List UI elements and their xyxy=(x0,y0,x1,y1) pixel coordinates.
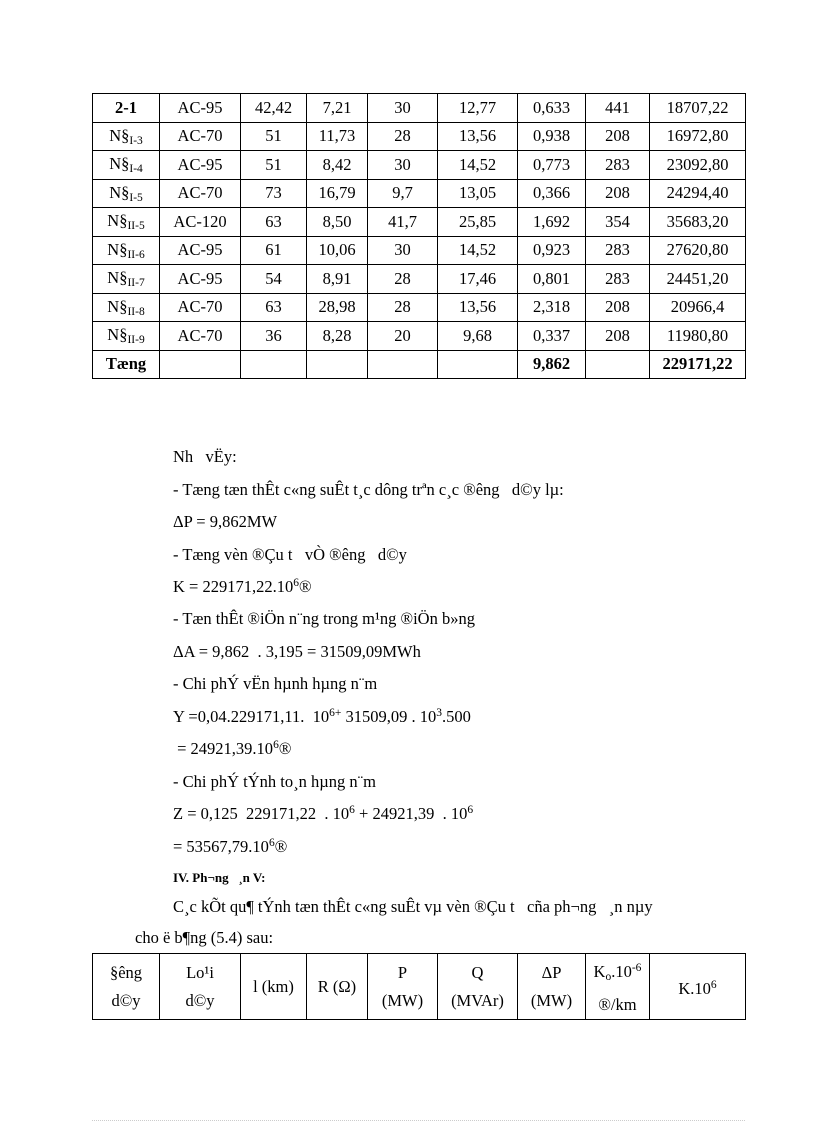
table-cell: 16972,80 xyxy=(650,122,746,151)
text-line: ΔP = 9,862MW xyxy=(173,512,278,531)
line-name-cell: $N\S_{II-9}$ xyxy=(93,322,160,351)
table-row xyxy=(93,265,746,294)
table-row xyxy=(93,236,746,265)
table-cell: 0,938 xyxy=(518,122,586,151)
formula-line: = $53567,79.10^6®$ xyxy=(173,837,288,856)
table-row xyxy=(93,94,746,123)
text-line: - Tæng vèn ®Çu t vÒ ®êng d©y xyxy=(173,545,407,564)
table-cell: 0,773 xyxy=(518,151,586,180)
table-cell: AC-70 xyxy=(160,122,241,151)
table-cell: 9,7 xyxy=(368,179,438,208)
table-cell: 12,77 xyxy=(438,94,518,123)
total-cell xyxy=(307,350,368,379)
text-line: C¸c kÕt qu¶ tÝnh tæn thÊt c«ng suÊt vµ vèn ®Çu t cña ph¬ng ¸n nµy xyxy=(173,897,653,916)
table-row xyxy=(93,151,746,180)
table-cell: AC-95 xyxy=(160,236,241,265)
line-name-cell: 2-1 xyxy=(93,94,160,123)
line-name-cell: $N\S_{II-6}$ xyxy=(93,236,160,265)
total-cell xyxy=(438,350,518,379)
table-cell: 25,85 xyxy=(438,208,518,237)
table-cell: 28 xyxy=(368,265,438,294)
formula-line: ΔA = 9,862 . 3,195 = 31509,09MWh xyxy=(173,642,421,661)
table-cell: 54 xyxy=(241,265,307,294)
formula-line: = $24921,39.10^6®$ xyxy=(173,739,292,758)
table-row xyxy=(93,179,746,208)
table-row xyxy=(93,322,746,351)
line-name-cell: $N\S_{II-8}$ xyxy=(93,293,160,322)
table-cell: 30 xyxy=(368,94,438,123)
table-cell: 63 xyxy=(241,208,307,237)
table-cell: 51 xyxy=(241,151,307,180)
header-cell: $K_o.10^{-6}$ ®/km xyxy=(586,954,650,1020)
line-loss-table xyxy=(92,93,746,379)
table-cell: 283 xyxy=(586,265,650,294)
table-cell: 8,91 xyxy=(307,265,368,294)
table-cell: 28 xyxy=(368,122,438,151)
table-cell: 1,692 xyxy=(518,208,586,237)
line-name-cell: $N\S_{II-7}$ xyxy=(93,265,160,294)
table-cell: 0,633 xyxy=(518,94,586,123)
table-row xyxy=(93,293,746,322)
table-cell: 42,42 xyxy=(241,94,307,123)
table-cell: 13,05 xyxy=(438,179,518,208)
text-line: - Tæng tæn thÊt c«ng suÊt t¸c dông trªn c¸c ®êng d©y lµ: xyxy=(173,480,564,499)
table-cell: 10,06 xyxy=(307,236,368,265)
table-cell: AC-95 xyxy=(160,151,241,180)
table-cell: 0,337 xyxy=(518,322,586,351)
table-cell: 36 xyxy=(241,322,307,351)
line-name-cell: $N\S_{I-4}$ xyxy=(93,151,160,180)
table-cell: 30 xyxy=(368,151,438,180)
option-v-table-header xyxy=(92,953,746,1020)
line-name-cell: $N\S_{II-5}$ xyxy=(93,208,160,237)
table-cell: 11,73 xyxy=(307,122,368,151)
table-cell: 208 xyxy=(586,122,650,151)
header-cell: $K.10^6$ xyxy=(650,954,746,1020)
line-name-cell: $N\S_{I-5}$ xyxy=(93,179,160,208)
total-cell: Tæng xyxy=(93,350,160,379)
table-cell: 73 xyxy=(241,179,307,208)
header-cell: R (Ω) xyxy=(307,954,368,1020)
table-row xyxy=(93,208,746,237)
table-cell: AC-70 xyxy=(160,322,241,351)
page-bottom-rule xyxy=(92,1120,745,1121)
formula-line: Y =0,04.229171,11. $10^{6+}$ 31509,09 . $10^3.500$ xyxy=(173,707,471,726)
table-cell: 2,318 xyxy=(518,293,586,322)
table-cell: 283 xyxy=(586,236,650,265)
table-cell: 14,52 xyxy=(438,236,518,265)
text-line: cho ë b¶ng (5.4) sau: xyxy=(135,928,274,947)
text-line: - Chi phÝ tÝnh to¸n hµng n¨m xyxy=(173,772,376,791)
table-cell: 61 xyxy=(241,236,307,265)
total-row xyxy=(93,350,746,379)
table-cell: 0,923 xyxy=(518,236,586,265)
header-cell: l (km) xyxy=(241,954,307,1020)
table-cell: 35683,20 xyxy=(650,208,746,237)
header-cell: ΔP (MW) xyxy=(518,954,586,1020)
text-line: - Chi phÝ vËn hµnh hµng n¨m xyxy=(173,674,378,693)
table-cell: 13,56 xyxy=(438,122,518,151)
table-cell: 0,801 xyxy=(518,265,586,294)
table-cell: 16,79 xyxy=(307,179,368,208)
header-cell: §êng d©y xyxy=(93,954,160,1020)
table-cell: AC-70 xyxy=(160,293,241,322)
table-cell: 24294,40 xyxy=(650,179,746,208)
section-heading: IV. Ph¬ng ¸n V: xyxy=(173,870,266,885)
table-cell: AC-95 xyxy=(160,94,241,123)
formula-line: Z = 0,125 229171,22 . $10^6 + 24921,39$ . $10^6$ xyxy=(173,804,474,823)
table-cell: AC-120 xyxy=(160,208,241,237)
table-cell: 24451,20 xyxy=(650,265,746,294)
table-cell: AC-95 xyxy=(160,265,241,294)
table-cell: 208 xyxy=(586,179,650,208)
table-cell: 41,7 xyxy=(368,208,438,237)
table-cell: 8,42 xyxy=(307,151,368,180)
header-cell: Q (MVAr) xyxy=(438,954,518,1020)
table-cell: 18707,22 xyxy=(650,94,746,123)
table-cell: 27620,80 xyxy=(650,236,746,265)
table-cell: AC-70 xyxy=(160,179,241,208)
table-cell: 30 xyxy=(368,236,438,265)
table-cell: 7,21 xyxy=(307,94,368,123)
table-cell: 8,28 xyxy=(307,322,368,351)
text-line: - Tæn thÊt ®iÖn n¨ng trong m¹ng ®iÖn b»ng xyxy=(173,609,475,628)
total-cell: 9,862 xyxy=(518,350,586,379)
table-cell: 9,68 xyxy=(438,322,518,351)
table-cell: 354 xyxy=(586,208,650,237)
table-cell: 208 xyxy=(586,322,650,351)
table-cell: 20966,4 xyxy=(650,293,746,322)
table-cell: 20 xyxy=(368,322,438,351)
table-cell: 208 xyxy=(586,293,650,322)
table-cell: 0,366 xyxy=(518,179,586,208)
table-cell: 8,50 xyxy=(307,208,368,237)
table-body xyxy=(93,94,746,379)
total-cell xyxy=(368,350,438,379)
table-cell: 23092,80 xyxy=(650,151,746,180)
table-cell: 11980,80 xyxy=(650,322,746,351)
formula-line: $K = 229171,22.10^6®$ xyxy=(173,577,312,596)
table-cell: 28,98 xyxy=(307,293,368,322)
table-cell: 441 xyxy=(586,94,650,123)
table-cell: 283 xyxy=(586,151,650,180)
table-cell: 63 xyxy=(241,293,307,322)
line-name-cell: $N\S_{I-3}$ xyxy=(93,122,160,151)
total-cell xyxy=(241,350,307,379)
total-cell xyxy=(586,350,650,379)
text-line: Nh vËy: xyxy=(173,447,237,466)
table-cell: 51 xyxy=(241,122,307,151)
header-cell: Lo¹i d©y xyxy=(160,954,241,1020)
table-cell: 17,46 xyxy=(438,265,518,294)
total-cell: 229171,22 xyxy=(650,350,746,379)
table-cell: 13,56 xyxy=(438,293,518,322)
table-cell: 28 xyxy=(368,293,438,322)
table-cell: 14,52 xyxy=(438,151,518,180)
table-row xyxy=(93,122,746,151)
header-cell: P (MW) xyxy=(368,954,438,1020)
header-row xyxy=(93,954,746,1020)
total-cell xyxy=(160,350,241,379)
